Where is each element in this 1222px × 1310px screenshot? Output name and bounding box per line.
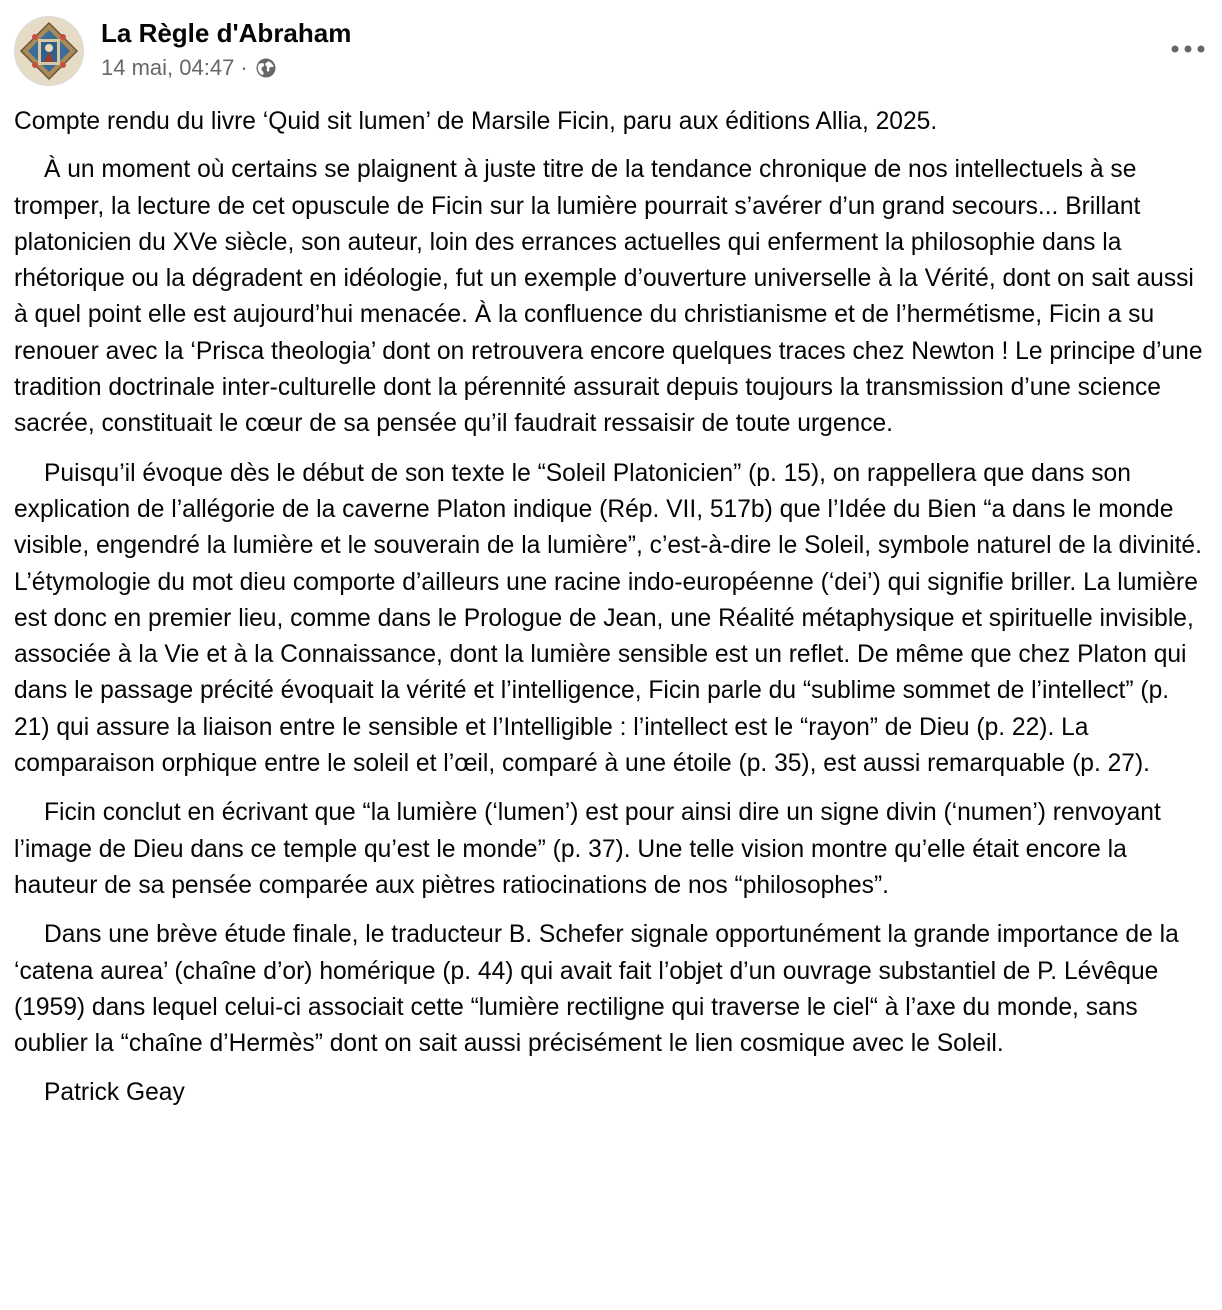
globe-icon[interactable] [255,57,277,79]
page-avatar-icon[interactable] [14,16,84,86]
meta-separator: · [240,55,248,80]
more-options-button[interactable] [1168,34,1208,64]
post-paragraph: Puisqu’il évoque dès le début de son texte le “Soleil Platonicien” (p. 15), on rappellera que dans son explication de l’allégorie de la caverne Platon indique (Rép. VII, 517b) que l’Idée du Bien “a dans le monde visible, engendré la lumière et le souverain de la lumière”, c’est-à-dire le Soleil, symbole naturel de la divinité. L’étymologie du mot dieu comporte d’ailleurs une racine indo-européenne (‘dei’) qui signifie briller. La lumière est donc en premier lieu, comme dans le Prologue de Jean, une Réalité métaphysique et spirituelle invisible, associée à la Vie et à la Connaissance, dont la lumière sensible est un reflet. De même que chez Platon qui dans le passage précité évoquait la vérité et l’intelligence, Ficin parle du “sublime sommet de l’intellect” (p. 21) qui assure la liaison entre le sensible et l’Intelligible : l’intellect est le “rayon” de Dieu (p. 22). La comparaison orphique entre le soleil et l’œil, comparé à une étoile (p. 35), est aussi remarquable (p. 27). [14,459,1202,778]
post-author[interactable]: La Règle d'Abraham [101,18,352,48]
post-signature: Patrick Geay [44,1079,185,1107]
post-content [14,104,1210,1125]
post-intro: Compte rendu du livre ‘Quid sit lumen’ de Marsile Ficin, paru aux éditions Allia, 2025. [14,108,938,135]
post-timestamp[interactable]: 14 mai, 04:47 [101,55,235,80]
post-paragraph: À un moment où certains se plaignent à juste titre de la tendance chronique de nos intellectuels à se tromper, la lecture de cet opuscule de Ficin sur la lumière pourrait s’avérer d’un grand secours... Brillant platonicien du XVe siècle, son auteur, loin des errances actuelles qui enferment la philosophie dans la rhétorique ou la dégradent en idéologie, fut un exemple d’ouverture universelle à la Vérité, dont on sait aussi à quel point elle est aujourd’hui menacée. À la confluence du christianisme et de l’hermétisme, Ficin a su renouer avec la ‘Prisca theologia’ dont on retrouvera encore quelques traces chez Newton ! Le principe d’une tradition doctrinale inter-culturelle dont la pérennité assurait depuis toujours la transmission d’une science sacrée, constituait le cœur de sa pensée qu’il faudrait ressaisir de toute urgence. [14,156,1203,438]
post-paragraph: Dans une brève étude finale, le traducteur B. Schefer signale opportunément la grande importance de la ‘catena aurea’ (chaîne d’or) homérique (p. 44) qui avait fait l’objet d’un ouvrage substantiel de P. Lévêque (1959) dans lequel celui-ci associait cette “lumière rectiligne qui traverse le ciel“ à l’axe du monde, sans oublier la “chaîne d’Hermès” dont on sait aussi précisément le lien cosmique avec le Soleil. [14,921,1179,1058]
post-meta [101,55,277,81]
more-horizontal-icon [1171,45,1205,53]
post-header [14,16,1208,88]
post-paragraph: Ficin conclut en écrivant que “la lumière (‘lumen’) est pour ainsi dire un signe divin (‘numen’) renvoyant l’image de Dieu dans ce temple qu’est le monde” (p. 37). Une telle vision montre qu’elle était encore la hauteur de sa pensée comparée aux piètres ratiocinations de nos “philosophes”. [14,799,1161,899]
